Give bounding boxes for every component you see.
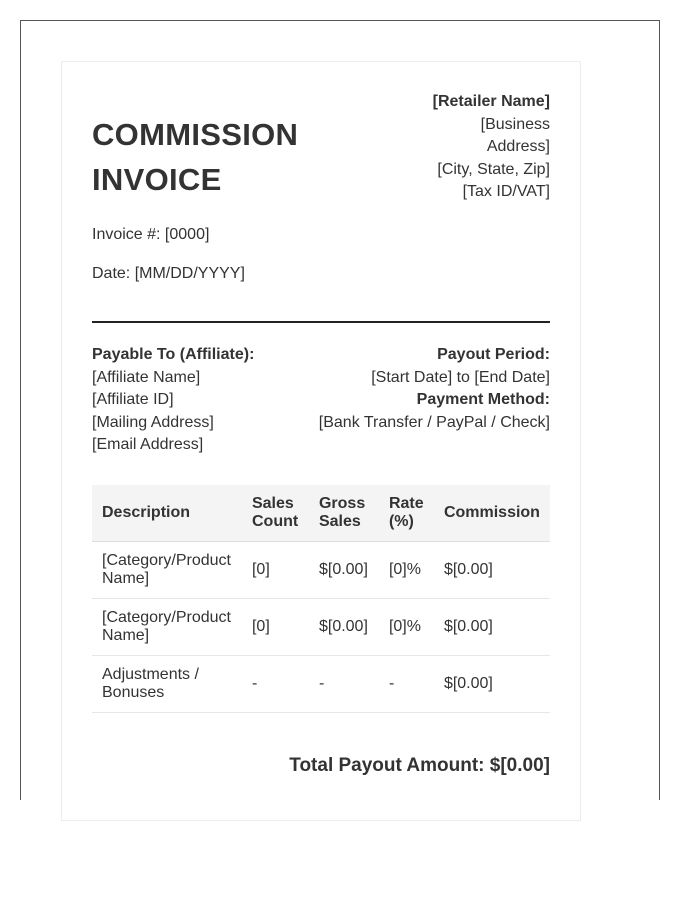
header-commission xyxy=(434,485,550,541)
invoice-date: Date: [MM/DD/YYYY] xyxy=(92,265,245,282)
header-rate-line2: (%) xyxy=(388,512,414,530)
retailer-city-state-zip: [City, State, Zip] xyxy=(437,160,550,178)
affiliate-name: [Affiliate Name] xyxy=(92,368,201,386)
payout-period-heading: Payout Period: xyxy=(437,346,550,363)
affiliate-email-address: [Email Address] xyxy=(92,436,204,453)
table-header-row xyxy=(92,485,550,541)
table-row xyxy=(92,655,550,712)
cell-gross-sales: $[0.00] xyxy=(309,598,379,655)
retailer-block xyxy=(390,91,550,204)
retailer-tax-id: [Tax ID/VAT] xyxy=(462,183,550,200)
cell-description-line2: Name] xyxy=(102,569,150,587)
cell-sales-count: [0] xyxy=(242,598,309,655)
cell-gross-sales: - xyxy=(309,655,379,712)
payout-period-value: [Start Date] to [End Date] xyxy=(371,368,550,386)
header-sales-count xyxy=(242,485,309,541)
invoice-title-line2: INVOICE xyxy=(92,162,222,197)
commission-table xyxy=(92,485,550,713)
cell-commission: $[0.00] xyxy=(434,541,550,598)
header-sales-count-line2: Count xyxy=(251,512,299,530)
cell-description xyxy=(92,655,242,712)
table-row xyxy=(92,598,550,655)
cell-gross-sales: $[0.00] xyxy=(309,541,379,598)
cell-description-line2: Name] xyxy=(102,626,150,644)
cell-description-line1: Adjustments / xyxy=(102,665,199,683)
cell-sales-count: - xyxy=(242,655,309,712)
header-gross-sales-line1: Gross xyxy=(318,494,366,512)
payable-to-block xyxy=(92,344,312,457)
invoice-number: Invoice #: [0000] xyxy=(92,226,210,243)
section-divider xyxy=(92,321,550,323)
cell-commission: $[0.00] xyxy=(434,655,550,712)
header-gross-sales-line2: Sales xyxy=(318,512,361,530)
header-rate xyxy=(379,485,434,541)
payout-block xyxy=(290,344,550,434)
cell-description-line1: [Category/Product xyxy=(102,551,231,569)
invoice-document xyxy=(61,61,581,821)
payment-method-value: [Bank Transfer / PayPal / Check] xyxy=(318,413,550,431)
payment-method-heading: Payment Method: xyxy=(416,391,550,408)
cell-commission: $[0.00] xyxy=(434,598,550,655)
affiliate-mailing-address: [Mailing Address] xyxy=(92,413,214,431)
table-row xyxy=(92,541,550,598)
retailer-address-line1: [Business xyxy=(480,115,550,133)
header-rate-line1: Rate xyxy=(388,494,424,512)
cell-rate: - xyxy=(379,655,434,712)
retailer-address-line2: Address] xyxy=(486,138,550,155)
cell-rate: [0]% xyxy=(379,541,434,598)
header-description-label: Description xyxy=(102,503,191,521)
header-description xyxy=(92,485,242,541)
payable-heading: Payable To (Affiliate): xyxy=(92,346,255,363)
affiliate-id: [Affiliate ID] xyxy=(92,391,174,408)
retailer-name: [Retailer Name] xyxy=(432,93,550,110)
cell-sales-count: [0] xyxy=(242,541,309,598)
invoice-title-line1: COMMISSION xyxy=(92,117,299,152)
header-gross-sales xyxy=(309,485,379,541)
cell-description-line1: [Category/Product xyxy=(102,608,231,626)
cell-description xyxy=(92,541,242,598)
header-sales-count-line1: Sales xyxy=(251,494,294,512)
cell-rate: [0]% xyxy=(379,598,434,655)
header-commission-label: Commission xyxy=(443,503,540,521)
cell-description-line2: Bonuses xyxy=(102,683,165,701)
total-payout-amount: Total Payout Amount: $[0.00] xyxy=(289,755,550,776)
cell-description xyxy=(92,598,242,655)
invoice-title xyxy=(92,112,352,202)
